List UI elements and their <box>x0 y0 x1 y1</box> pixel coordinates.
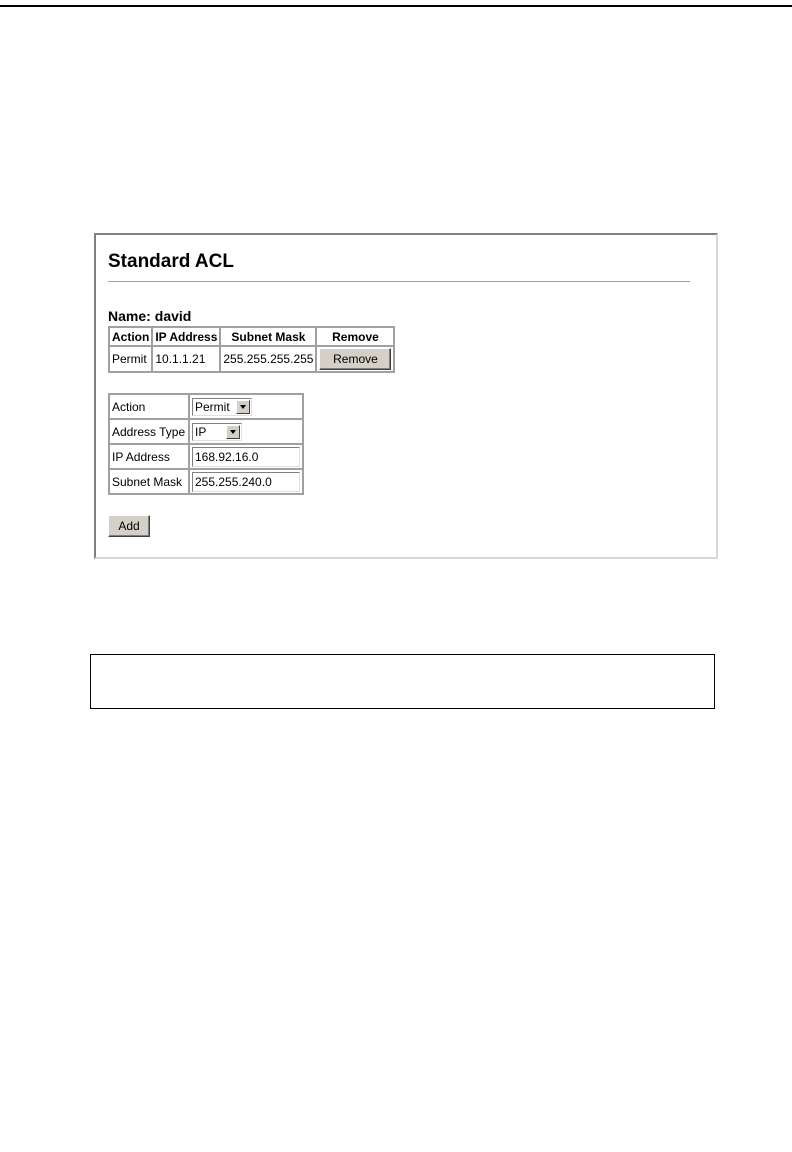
cell-remove <box>316 346 394 372</box>
action-cell <box>189 394 303 419</box>
form-row-action <box>109 394 303 419</box>
ip-address-label: IP Address <box>109 444 189 469</box>
column-header-subnet-mask: Subnet Mask <box>220 327 316 346</box>
page-top-rule <box>0 5 792 7</box>
add-button[interactable]: Add <box>108 515 150 537</box>
ip-address-input[interactable] <box>192 447 300 467</box>
acl-name-value: david <box>154 308 192 324</box>
chevron-down-icon[interactable] <box>226 425 240 439</box>
action-select-value: Permit <box>195 399 230 414</box>
address-type-select-value: IP <box>195 424 207 439</box>
subnet-mask-cell <box>189 469 303 494</box>
acl-name-label: Name: <box>108 308 151 324</box>
subnet-mask-input[interactable] <box>192 472 300 492</box>
note-box <box>90 654 715 709</box>
table-header-row <box>109 327 394 346</box>
chevron-down-icon[interactable] <box>236 400 250 414</box>
address-type-select[interactable] <box>192 423 242 441</box>
form-row-subnet-mask <box>109 469 303 494</box>
column-header-action: Action <box>109 327 152 346</box>
table-row <box>109 346 394 372</box>
ip-address-cell <box>189 444 303 469</box>
subnet-mask-label: Subnet Mask <box>109 469 189 494</box>
form-row-address-type <box>109 419 303 444</box>
action-label: Action <box>109 394 189 419</box>
address-type-cell <box>189 419 303 444</box>
column-header-remove: Remove <box>316 327 394 346</box>
remove-button[interactable]: Remove <box>319 348 391 370</box>
acl-rules-table <box>108 326 395 373</box>
add-rule-form <box>108 393 304 495</box>
acl-name <box>108 308 191 324</box>
address-type-label: Address Type <box>109 419 189 444</box>
cell-ip-address: 10.1.1.21 <box>152 346 220 372</box>
page-title: Standard ACL <box>108 251 234 272</box>
column-header-ip-address: IP Address <box>152 327 220 346</box>
action-select[interactable] <box>192 398 252 416</box>
title-divider <box>108 281 690 282</box>
standard-acl-panel <box>94 233 718 559</box>
cell-action: Permit <box>109 346 152 372</box>
cell-subnet-mask: 255.255.255.255 <box>220 346 316 372</box>
form-row-ip-address <box>109 444 303 469</box>
